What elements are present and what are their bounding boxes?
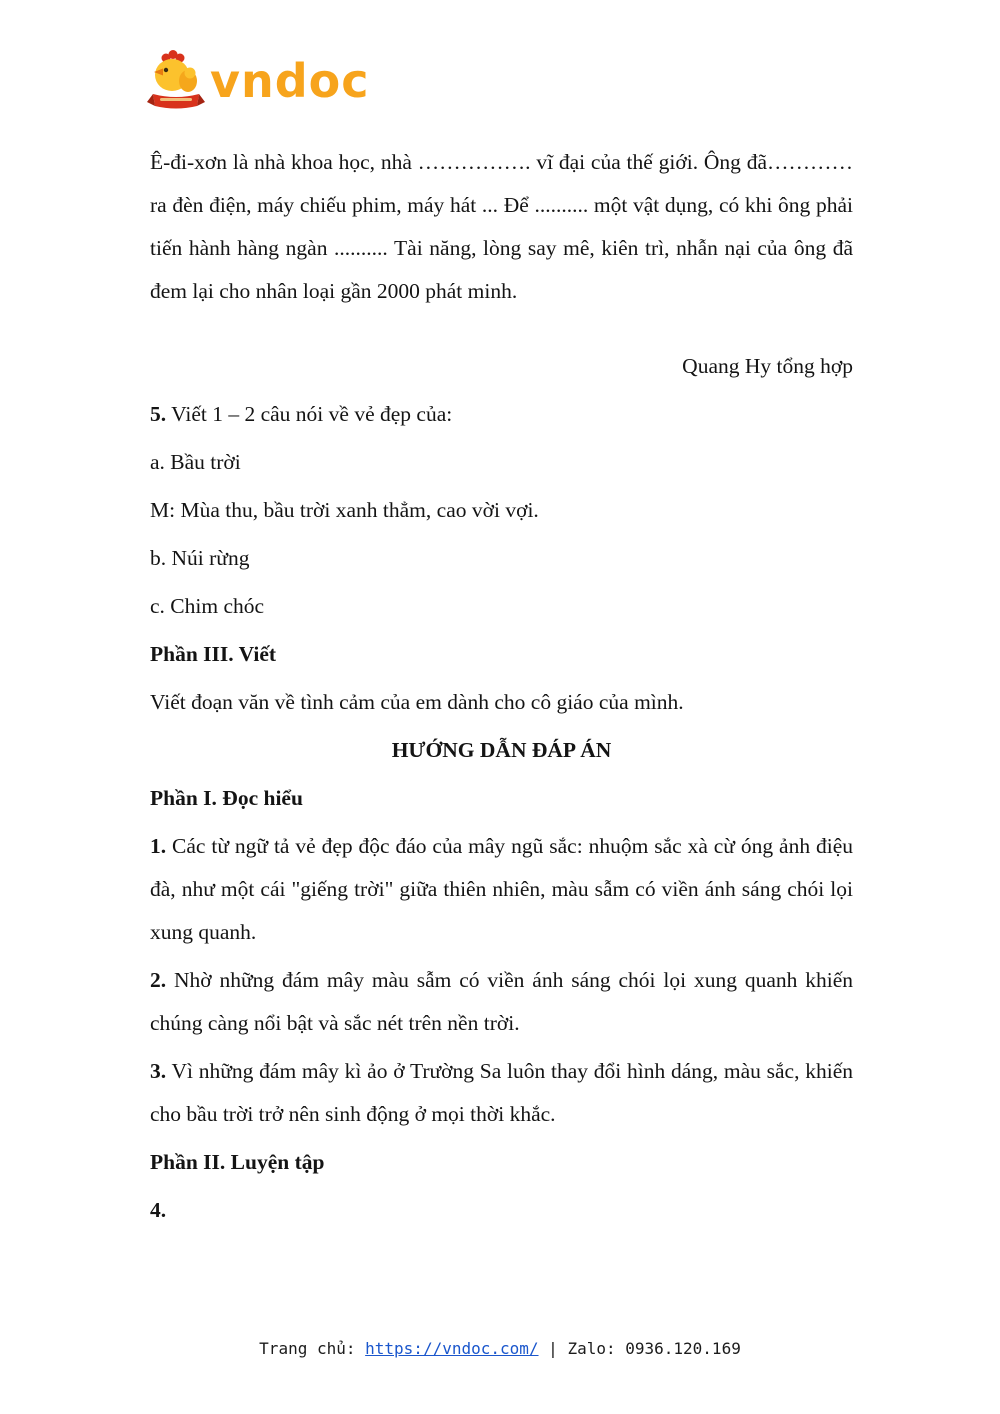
list-item-a: a. Bầu trời: [150, 450, 241, 474]
home-label: Trang chủ:: [259, 1339, 366, 1358]
answers-heading: HƯỚNG DẪN ĐÁP ÁN: [391, 738, 612, 762]
question-5-number: 5.: [150, 402, 167, 426]
part1-heading: Phần I. Đọc hiểu: [150, 786, 303, 810]
byline: Quang Hy tổng hợp: [682, 354, 853, 378]
answer-3-number: 3.: [150, 1059, 167, 1083]
answer-2-text: Nhờ những đám mây màu sẫm có viền ánh sáng chói lọi xung quanh khiến chúng càng nổi bật và sắc nét trên nền trời.: [150, 968, 853, 1035]
part2-heading: Phần II. Luyện tập: [150, 1150, 325, 1174]
question-5-text: Viết 1 – 2 câu nói về vẻ đẹp của:: [166, 402, 453, 426]
answer-3: [150, 1050, 853, 1136]
answer-1: [150, 825, 853, 954]
answer-3-text: Vì những đám mây kì ảo ở Trường Sa luôn thay đổi hình dáng, màu sắc, khiến cho bầu trời trở nên sinh động ở mọi thời khắc.: [150, 1059, 853, 1126]
part3-heading: Phần III. Viết: [150, 642, 277, 666]
footer-separator: |: [538, 1339, 568, 1358]
zalo-text: Zalo: 0936.120.169: [567, 1339, 741, 1358]
question-4-number: 4.: [150, 1198, 167, 1222]
answer-1-number: 1.: [150, 834, 167, 858]
page-footer: [0, 1339, 1000, 1358]
home-link[interactable]: https://vndoc.com/: [365, 1339, 539, 1358]
document-body: [150, 141, 853, 1237]
list-item-c: c. Chim chóc: [150, 594, 265, 618]
part3-task: Viết đoạn văn về tình cảm của em dành cho cô giáo của mình.: [150, 690, 684, 714]
chicken-mascot-icon: [146, 48, 206, 114]
answer-1-text: Các từ ngữ tả vẻ đẹp độc đáo của mây ngũ sắc: nhuộm sắc xà cừ óng ảnh điệu đà, như một cái "giếng trời" giữa thiên nhiên, màu sẫm có viền ánh sáng chói lọi xung quanh.: [150, 834, 853, 944]
question-5: [150, 393, 853, 436]
vndoc-logo: [146, 48, 370, 114]
list-item-b: b. Núi rừng: [150, 546, 250, 570]
intro-paragraph: Ê-đi-xơn là nhà khoa học, nhà ……………. vĩ đại của thế giới. Ông đã………… ra đèn điện, máy chiếu phim, máy hát ... Để .......... một vật dụng, có khi ông phải tiến hành hàng ngàn .......... Tài năng, lòng say mê, kiên trì, nhẫn nại của ông đã đem lại cho nhân loại gần 2000 phát minh.: [150, 150, 853, 303]
answer-2-number: 2.: [150, 968, 167, 992]
answer-2: [150, 959, 853, 1045]
example-m: M: Mùa thu, bầu trời xanh thẳm, cao vời vợi.: [150, 498, 539, 522]
logo-text: vndoc: [210, 54, 370, 108]
